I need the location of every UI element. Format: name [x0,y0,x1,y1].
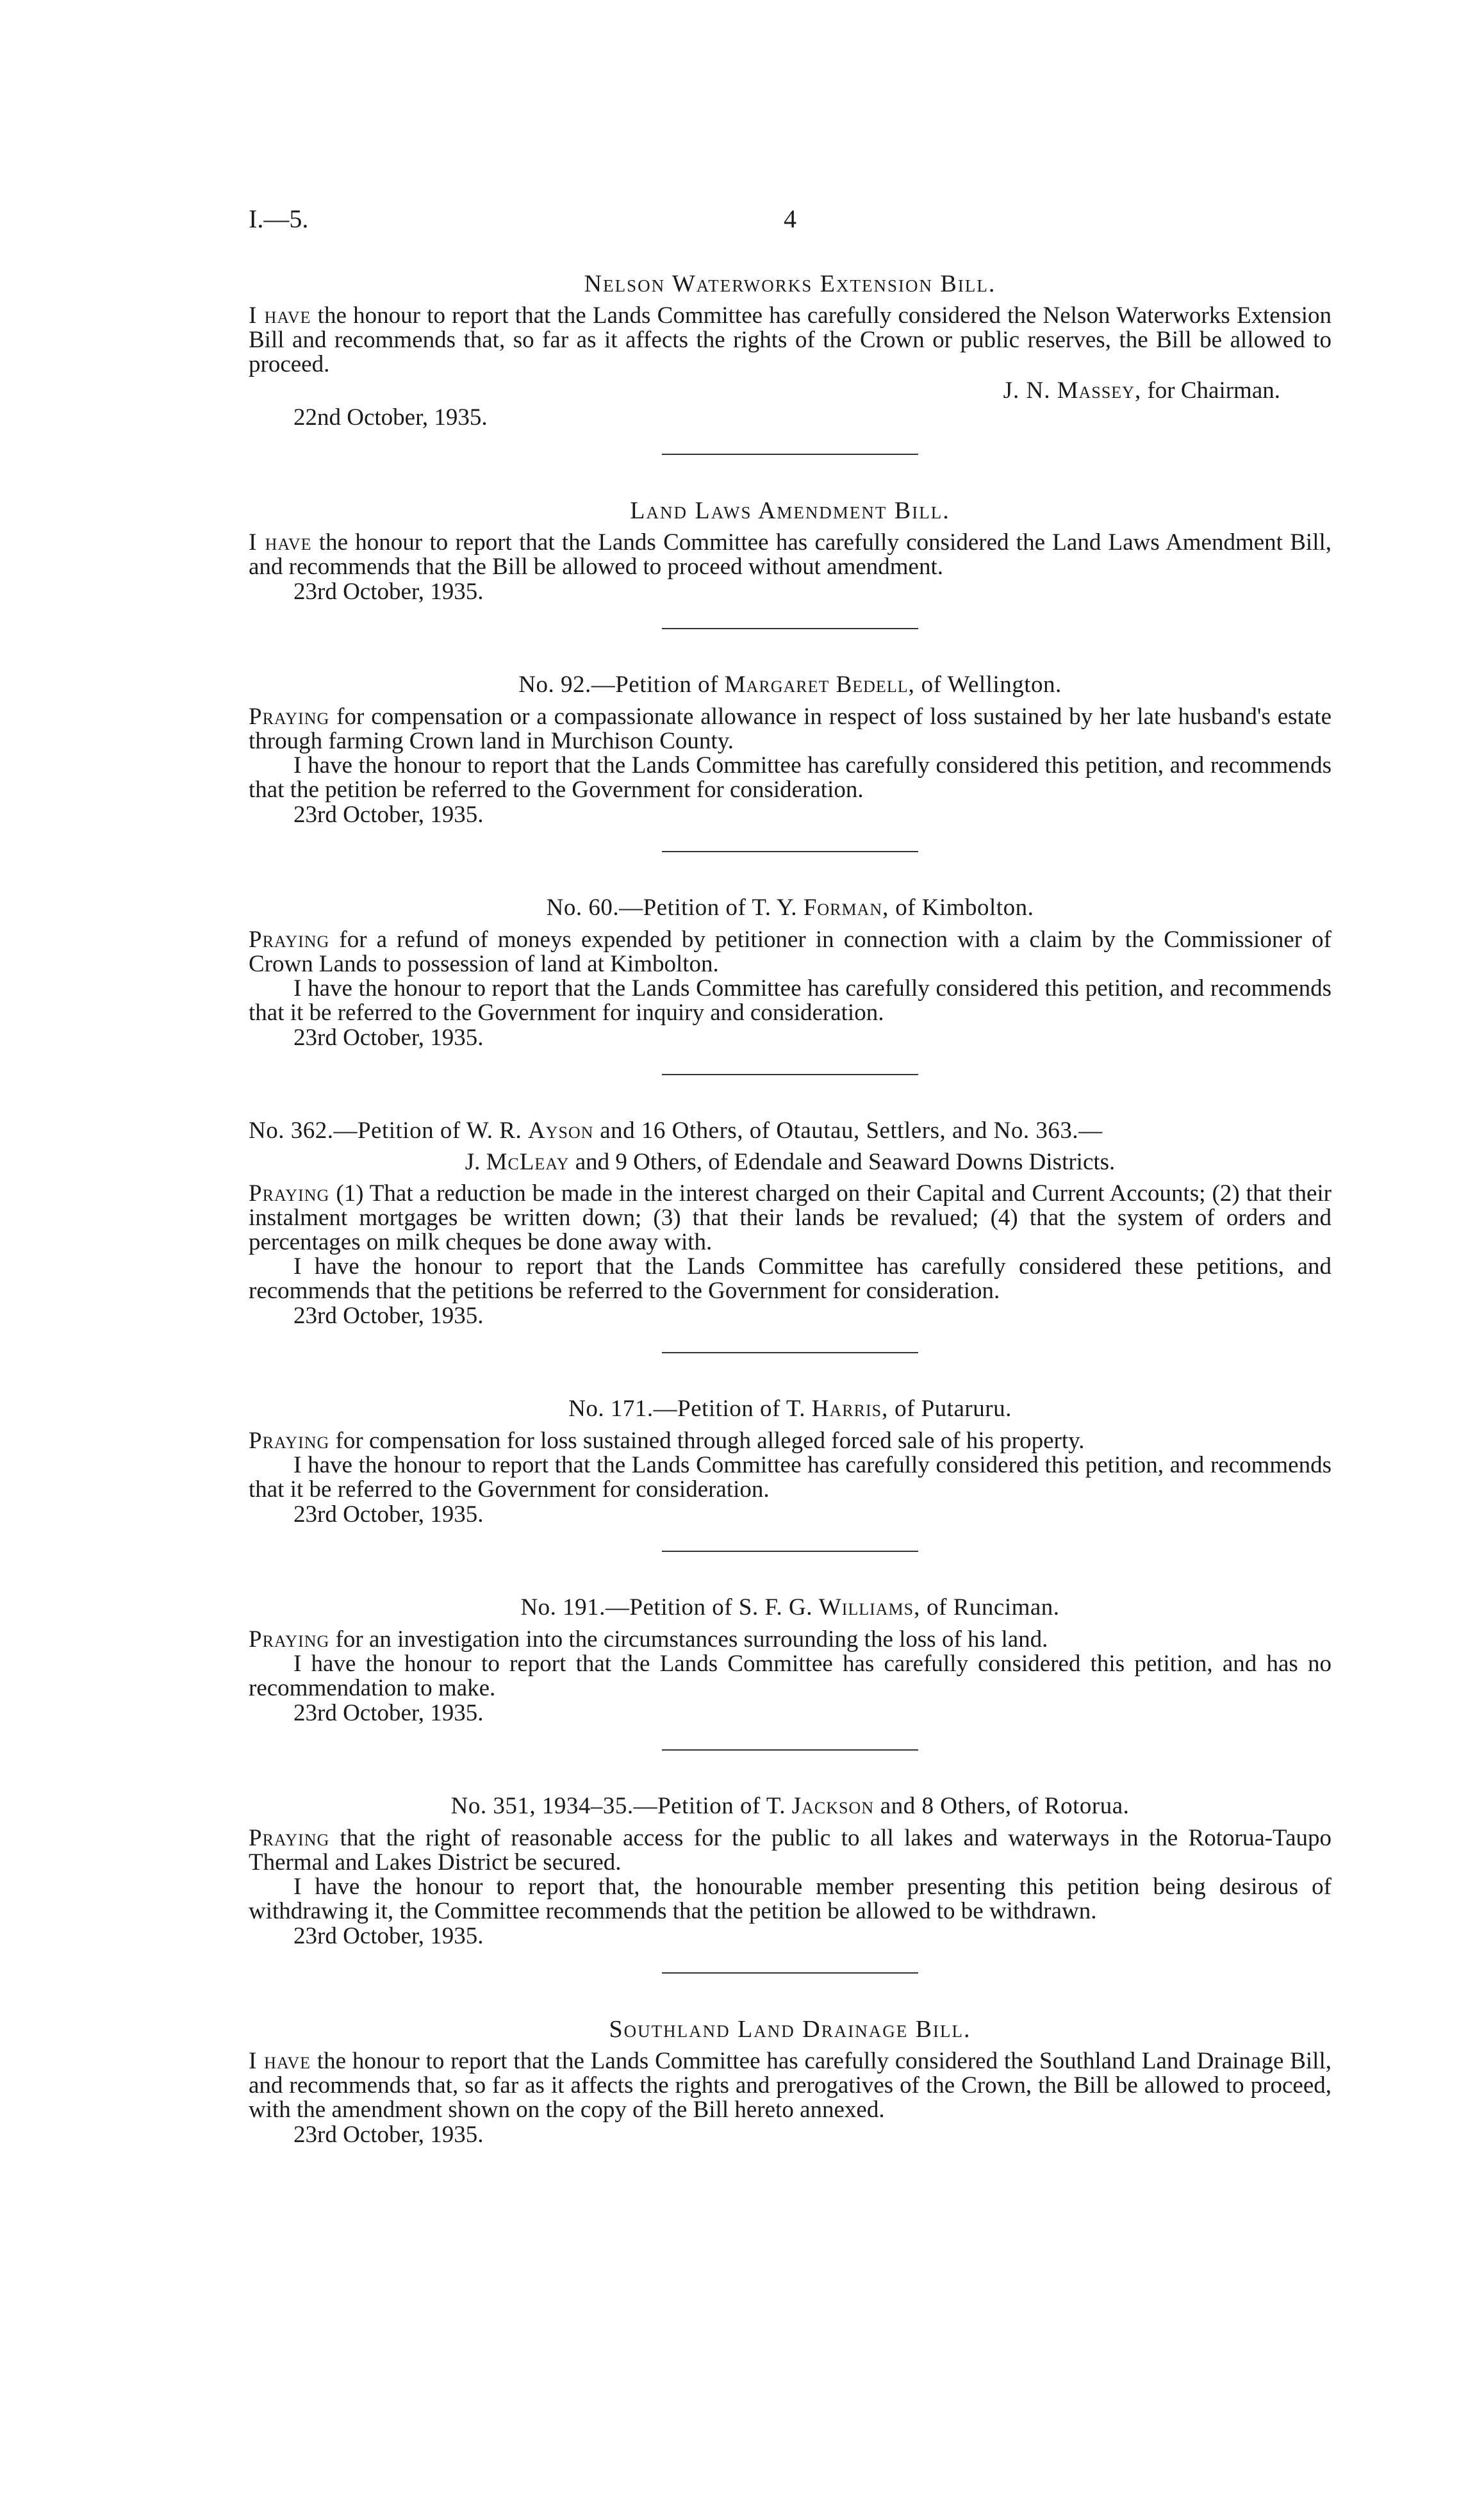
signature-name: J. N. Massey, [1003,377,1142,404]
report-text: the honour to report that the Lands Committee has carefully considered the Southland Land Drainage Bill, and recommends that, so far as it affects the rights and prerogatives of the Crown, the Bill be allowed to proceed, with the amendment shown on the copy of the Bill hereto annexed. [249,2048,1331,2123]
signature-role: for Chairman. [1141,377,1280,404]
report-date: 23rd October, 1935. [293,1303,484,1329]
page-number: 4 [784,204,796,233]
lead-words: Praying [249,1180,330,1207]
section-petition-92 [249,670,1331,828]
praying-paragraph [249,1628,1331,1652]
heading-suffix: and 8 Others, of Rotorua. [874,1793,1130,1819]
heading-prefix: No. 351, 1934–35.—Petition of T. [450,1793,792,1819]
signature [249,377,1331,405]
section-petition-171 [249,1394,1331,1528]
section-divider [662,1551,918,1552]
petitioner-name: Ayson [527,1118,594,1144]
section-divider [662,1749,918,1751]
heading-prefix: No. 60.—Petition of T. Y. [546,895,804,921]
petition-subheading [249,1148,1331,1176]
section-petition-351 [249,1792,1331,1949]
praying-paragraph [249,928,1331,977]
report-paragraph: I have the honour to report that the Lands Committee has carefully considered this petition, and recommends that the petition be referred to the Government for consideration. [249,752,1331,803]
petition-heading [249,1792,1331,1821]
heading-prefix: No. 92.—Petition of [518,672,725,698]
section-divider [662,1352,918,1353]
section-nelson-waterworks [249,269,1331,431]
petitioner-name: Harris, [811,1396,889,1422]
heading-suffix: of Wellington. [914,672,1062,698]
report-date: 23rd October, 1935. [293,1501,484,1528]
section-land-laws [249,496,1331,605]
praying-text: (1) That a reduction be made in the interest charged on their Capital and Current Accounts; (2) that their instalment mortgages be written down; (3) that their lands be revalued; (4) that the system of orders and percentages on milk cheques be done away with. [249,1180,1331,1255]
report-date: 23rd October, 1935. [293,2122,484,2148]
report-paragraph: I have the honour to report that the Lands Committee has carefully considered this petition, and has no recommendation to make. [249,1651,1331,1701]
report-date: 23rd October, 1935. [293,1923,484,1949]
petitioner-name: Williams, [818,1594,921,1621]
report-date: 22nd October, 1935. [293,404,488,431]
report-date: 23rd October, 1935. [293,579,484,605]
praying-text: for a refund of moneys expended by petitioner in connection with a claim by the Commissioner of Crown Lands to possession of land at Kimbolton. [249,927,1331,977]
heading-suffix: of Putaruru. [888,1396,1012,1422]
report-paragraph [249,2049,1331,2122]
section-heading: Southland Land Drainage Bill. [609,2016,971,2043]
report-date: 23rd October, 1935. [293,802,484,828]
heading-prefix: No. 191.—Petition of S. F. G. [520,1594,819,1621]
petition-heading [249,670,1331,700]
lead-words: Praying [249,704,330,730]
lead-words: I have [249,2048,311,2074]
petitioner-name: McLeay [486,1149,570,1175]
section-divider [662,628,918,629]
heading-prefix: No. 171.—Petition of T. [568,1396,812,1422]
petitioner-name: Margaret Bedell, [724,672,915,698]
praying-paragraph [249,705,1331,754]
document-code: I.—5. [249,204,309,233]
petition-heading [249,1116,1331,1146]
section-divider [662,1972,918,1974]
petitioner-name: Jackson [791,1793,875,1819]
page-header [249,204,1331,242]
lead-words: Praying [249,1825,330,1851]
section-divider [662,454,918,455]
praying-text: for an investigation into the circumstances surrounding the loss of his land. [329,1626,1048,1653]
heading-suffix: of Runciman. [920,1594,1060,1621]
lead-words: Praying [249,927,330,953]
document-body [249,269,1331,2148]
lead-words: I have [249,302,311,329]
praying-text: for compensation or a compassionate allowance in respect of loss sustained by her late husband's estate through farming Crown land in Murchison County. [249,704,1331,754]
report-date: 23rd October, 1935. [293,1700,484,1726]
praying-paragraph [249,1826,1331,1875]
report-paragraph: I have the honour to report that the Lands Committee has carefully considered these petitions, and recommends that the petitions be referred to the Government for consideration. [249,1253,1331,1304]
subheading-prefix: J. [465,1149,486,1175]
report-paragraph: I have the honour to report that, the honourable member presenting this petition being desirous of withdrawing it, the Committee recommends that the petition be allowed to be withdrawn. [249,1874,1331,1924]
section-heading: Land Laws Amendment Bill. [630,497,950,524]
section-divider [662,1074,918,1075]
lead-words: Praying [249,1428,330,1454]
petition-heading [249,1593,1331,1622]
praying-paragraph [249,1429,1331,1453]
section-petition-362 [249,1116,1331,1329]
report-text: the honour to report that the Lands Committee has carefully considered the Nelson Waterworks Extension Bill and recommends that, so far as it affects the rights of the Crown or public reserves, the Bill be allowed to proceed. [249,302,1332,377]
heading-suffix: and 16 Others, of Otautau, Settlers, and No. 363.— [593,1118,1103,1144]
petition-heading [249,893,1331,923]
praying-text: for compensation for loss sustained through alleged forced sale of his property. [329,1428,1085,1454]
report-paragraph [249,304,1331,377]
section-petition-191 [249,1593,1331,1726]
lead-words: I have [249,529,312,556]
petitioner-name: Forman, [803,895,889,921]
section-southland-drainage [249,2015,1331,2148]
lead-words: Praying [249,1626,330,1653]
report-paragraph [249,531,1331,579]
section-heading: Nelson Waterworks Extension Bill. [584,270,996,297]
report-text: the honour to report that the Lands Committee has carefully considered the Land Laws Amendment Bill, and recommends that the Bill be allowed to proceed without amendment. [249,529,1331,580]
report-paragraph: I have the honour to report that the Lands Committee has carefully considered this petition, and recommends that it be referred to the Government for consideration. [249,1452,1331,1503]
petition-heading [249,1394,1331,1424]
subheading-suffix: and 9 Others, of Edendale and Seaward Downs Districts. [569,1149,1116,1175]
praying-paragraph [249,1182,1331,1255]
section-divider [662,851,918,852]
praying-text: that the right of reasonable access for the public to all lakes and waterways in the Rotorua-Taupo Thermal and Lakes District be secured. [249,1825,1331,1876]
section-petition-60 [249,893,1331,1051]
heading-prefix: No. 362.—Petition of W. R. [249,1118,528,1144]
report-paragraph: I have the honour to report that the Lands Committee has carefully considered this petition, and recommends that it be referred to the Government for inquiry and consideration. [249,975,1331,1026]
report-date: 23rd October, 1935. [293,1025,484,1051]
heading-suffix: of Kimbolton. [889,895,1034,921]
